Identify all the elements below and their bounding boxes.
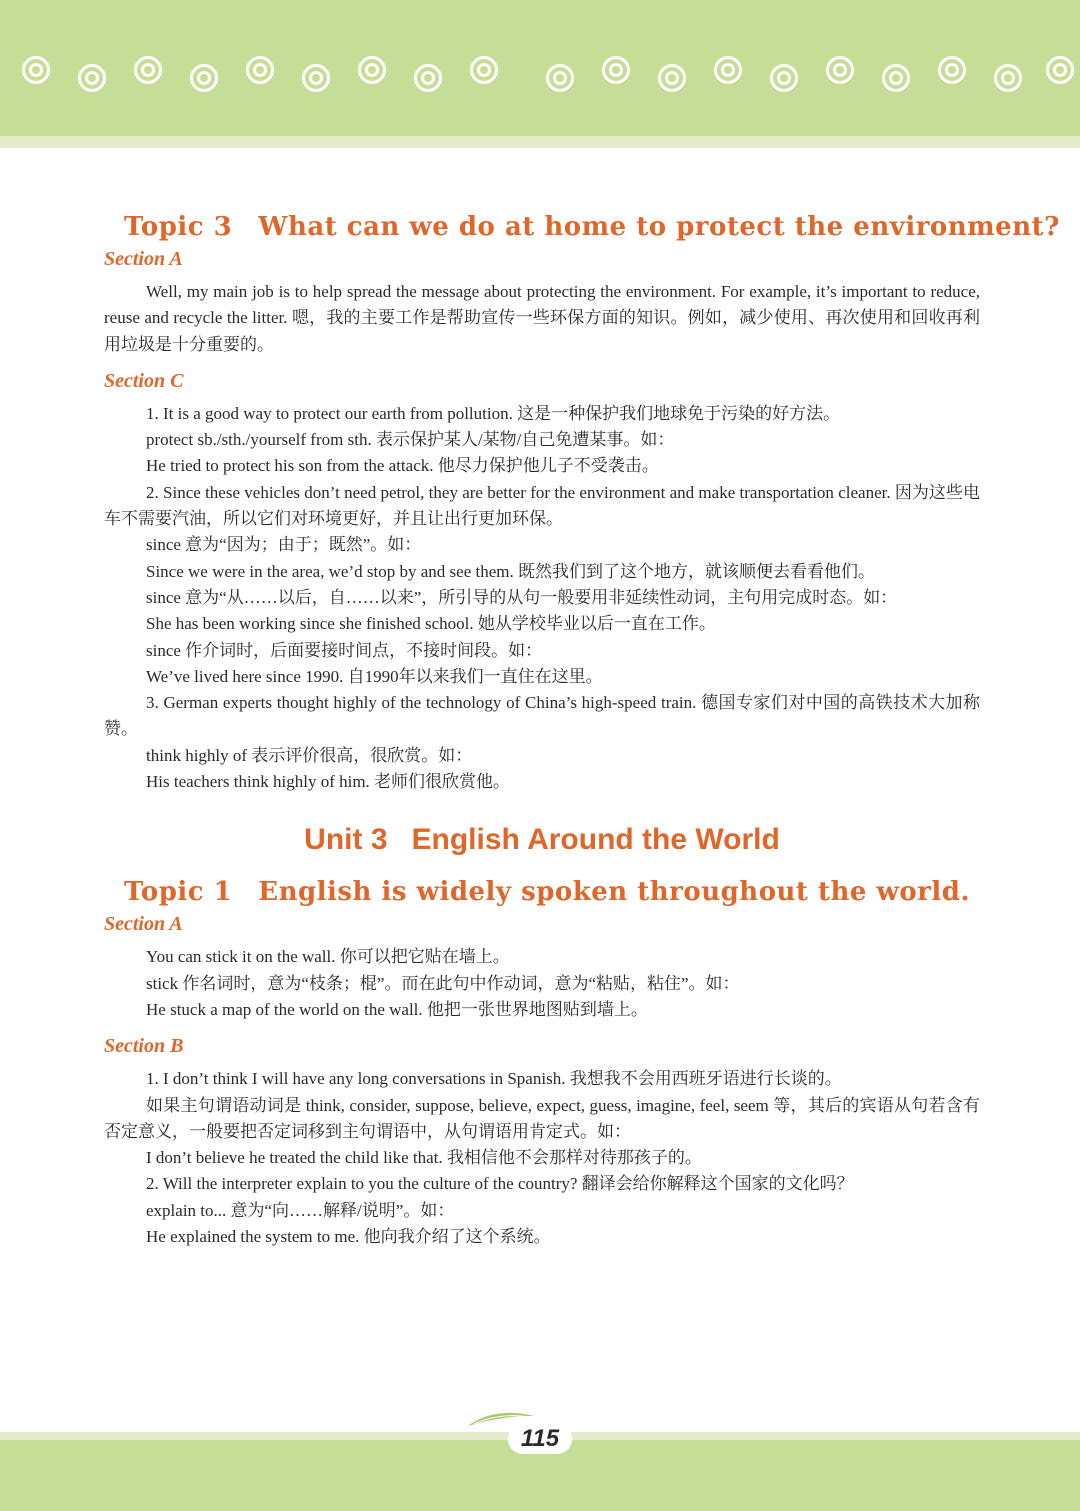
body-paragraph: He explained the system to me. 他向我介绍了这个系统。 xyxy=(146,1227,551,1247)
circle-ornament xyxy=(714,56,742,84)
unit-heading xyxy=(104,823,980,857)
circle-ornament xyxy=(602,56,630,84)
topic-heading xyxy=(104,877,980,907)
body-paragraph: She has been working since she finished school. 她从学校毕业以后一直在工作。 xyxy=(146,614,716,634)
topic-title: What can we do at home to protect the environment? xyxy=(258,212,1060,242)
body-paragraph: since 意为“因为；由于；既然”。如： xyxy=(146,535,422,555)
body-paragraph: Well, my main job is to help spread the message about protecting the environment. For example, it’s important to reduce, reuse and recycle the litter. 嗯，我的主要工作是帮助宣传一些环保方面的知识。例如，减少使用、再次使用和回收再利用垃圾是十分重要的。 xyxy=(104,282,980,354)
circle-ornament xyxy=(190,64,218,92)
circle-ornament xyxy=(78,64,106,92)
topic-number: Topic 3 xyxy=(124,212,233,242)
body-paragraph: He stuck a map of the world on the wall. 他把一张世界地图贴到墙上。 xyxy=(146,999,648,1019)
header-band-edge xyxy=(0,136,1080,148)
section-heading: Section A xyxy=(104,913,183,936)
circle-ornament xyxy=(470,56,498,84)
circle-ornament xyxy=(22,56,50,84)
unit-number: Unit 3 xyxy=(304,823,388,857)
section-heading: Section B xyxy=(104,1035,184,1058)
topic-heading xyxy=(104,212,1060,242)
circle-ornament xyxy=(826,56,854,84)
circle-ornament xyxy=(1046,56,1074,84)
topic-number: Topic 1 xyxy=(124,877,233,908)
circle-ornament xyxy=(938,56,966,84)
page-number: 115 xyxy=(508,1424,572,1454)
decorative-circles xyxy=(0,0,1080,136)
circle-ornament xyxy=(546,64,574,92)
body-paragraph: think highly of 表示评价很高，很欣赏。如： xyxy=(146,745,473,765)
body-paragraph: since 意为“从……以后，自……以来”，所引导的从句一般要用非延续性动词，主句用完成时态。如： xyxy=(146,587,898,607)
body-paragraph: He tried to protect his son from the attack. 他尽力保护他儿子不受袭击。 xyxy=(146,456,659,476)
body-paragraph: stick 作名词时，意为“枝条；棍”。而在此句中作动词，意为“粘贴，粘住”。如： xyxy=(146,973,740,993)
body-paragraph: protect sb./sth./yourself from sth. 表示保护某人/某物/自己免遭某事。如： xyxy=(146,430,675,450)
circle-ornament xyxy=(770,64,798,92)
body-paragraph: You can stick it on the wall. 你可以把它贴在墙上。 xyxy=(146,947,510,967)
circle-ornament xyxy=(882,64,910,92)
section-heading: Section A xyxy=(104,248,183,270)
body-paragraph: We’ve lived here since 1990. 自1990年以来我们一直住在这里。 xyxy=(146,666,603,686)
body-paragraph: 1. It is a good way to protect our earth from pollution. 这是一种保护我们地球免于污染的好方法。 xyxy=(146,403,841,423)
body-paragraph: 2. Since these vehicles don’t need petrol, they are better for the environment and make transportation cleaner. 因为这些电车不需要汽油，所以它们对环境更好，并且让出行更加环保。 xyxy=(104,482,980,529)
body-paragraph: 3. German experts thought highly of the technology of China’s high-speed train. 德国专家们对中国的高铁技术大加称赞。 xyxy=(104,693,980,739)
body-paragraph: explain to... 意为“向……解释/说明”。如： xyxy=(146,1200,455,1220)
body-paragraph: I don’t believe he treated the child like that. 我相信他不会那样对待那孩子的。 xyxy=(146,1148,702,1168)
circle-ornament xyxy=(246,56,274,84)
circle-ornament xyxy=(994,64,1022,92)
unit-title: English Around the World xyxy=(411,823,780,857)
page-content xyxy=(104,212,1060,1250)
circle-ornament xyxy=(134,56,162,84)
circle-ornament xyxy=(414,64,442,92)
body-paragraph: His teachers think highly of him. 老师们很欣赏他。 xyxy=(146,772,511,792)
body-paragraph: 1. I don’t think I will have any long conversations in Spanish. 我想我不会用西班牙语进行长谈的。 xyxy=(146,1069,842,1089)
section-heading: Section C xyxy=(104,369,184,392)
body-paragraph: 如果主句谓语动词是 think, consider, suppose, believe, expect, guess, imagine, feel, seem 等，其后的宾语从句若含有否定意义，一般要把否定词移到主句谓语中，从句谓语用肯定式。如： xyxy=(104,1095,980,1141)
body-paragraph: since 作介词时，后面要接时间点，不接时间段。如： xyxy=(146,640,543,660)
circle-ornament xyxy=(302,64,330,92)
body-paragraph: 2. Will the interpreter explain to you the culture of the country? 翻译会给你解释这个国家的文化吗？ xyxy=(146,1174,854,1194)
body-paragraph: Since we were in the area, we’d stop by and see them. 既然我们到了这个地方，就该顺便去看看他们。 xyxy=(146,561,875,581)
circle-ornament xyxy=(658,64,686,92)
circle-ornament xyxy=(358,56,386,84)
topic-title: English is widely spoken throughout the world. xyxy=(258,877,971,908)
